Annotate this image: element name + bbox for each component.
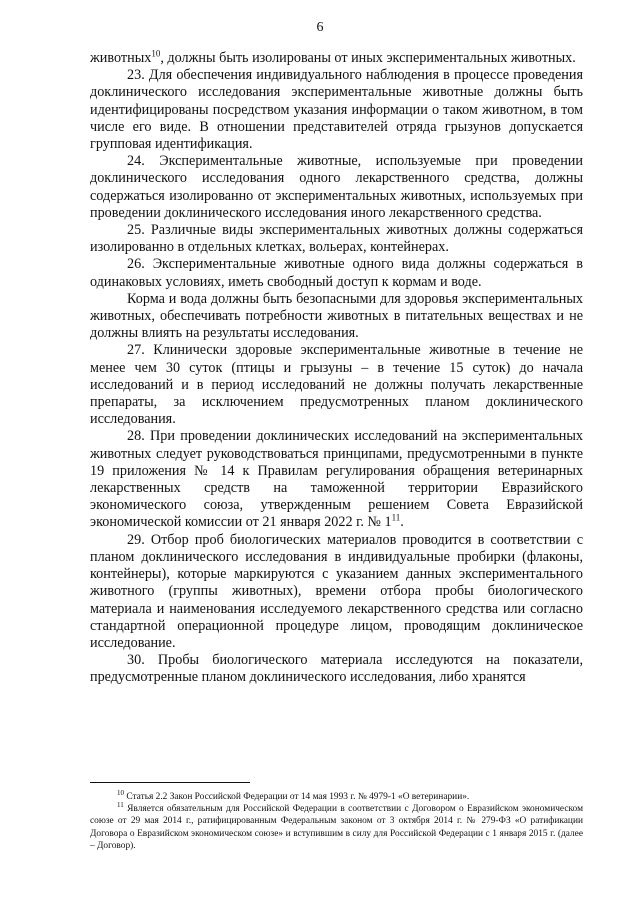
footnote-marker: 11	[117, 801, 124, 810]
paragraph-p23	[90, 67, 583, 153]
text-run: 25. Различные виды экспериментальных животных должны содержаться изолированно в отдельных клетках, вольерах, контейнерах.	[90, 222, 583, 256]
paragraph-p24	[90, 153, 583, 222]
text-run: 24. Экспериментальные животные, используемые при проведении доклинического исследования одного лекарственного средства, должны содержаться изолированно от экспериментальных животных, используемых при проведении доклинического исследования иного лекарственного средства.	[90, 153, 583, 221]
paragraph-p30	[90, 652, 583, 686]
text-run: 26. Экспериментальные животные одного вида должны содержаться в одинаковых условиях, иметь свободный доступ к кормам и воде.	[90, 256, 583, 290]
text-run: 28. При проведении доклинических исследований на экспериментальных животных следует руководствоваться принципами, предусмотренными в пункте 19 приложения № 14 к Правилам регулирования обращения ветеринарных лекарственных средств на таможенной территории Евразийского экономического союза, утвержденным решением Совета Евразийской экономической комиссии от 21 января 2022 г. № 1	[90, 428, 583, 531]
footnote-divider	[90, 782, 250, 783]
paragraph-p27	[90, 342, 583, 428]
paragraph-p25	[90, 222, 583, 256]
text-run: , должны быть изолированы от иных экспериментальных животных.	[160, 50, 576, 66]
paragraph-p28	[90, 428, 583, 531]
paragraph-p0	[90, 50, 583, 67]
text-run: Является обязательным для Российской Федерации в соответствии с Договором о Евразийском экономическом союзе от 29 мая 2014 г., ратифицированным Федеральным законом от 3 октября 2014 г. № 279-ФЗ «О ратификации Договора о Евразийском экономическом союзе» и вступившим в силу для Российской Федерации с 1 января 2015 г. (далее – Договор).	[90, 804, 583, 851]
paragraph-p26	[90, 256, 583, 290]
text-run: .	[400, 514, 404, 531]
text-run: 30. Пробы биологического материала исследуются на показатели, предусмотренные планом доклинического исследования, либо хранятся	[90, 652, 583, 686]
text-run: 27. Клинически здоровые экспериментальные животные в течение не менее чем 30 суток (птицы и грызуны – в течение 15 суток) до начала исследований и в период исследований не должны получать лекарственные препараты, за исключением предусмотренных планом доклинического исследования.	[90, 342, 583, 428]
text-run: животных	[90, 50, 152, 66]
footnote-fn11	[90, 803, 583, 852]
text-run: Корма и вода должны быть безопасными для здоровья экспериментальных животных, обеспечивать потребности животных в питательных веществах и не должны влиять на результаты исследования.	[90, 290, 583, 342]
paragraph-p29	[90, 532, 583, 652]
footnotes	[90, 788, 583, 852]
footnote-marker: 10	[151, 48, 161, 59]
text-run: 29. Отбор проб биологических материалов проводится в соответствии с планом доклинического исследования в индивидуальные пробирки (флаконы, контейнеры), которые маркируются с указанием данных экспериментального животного (группы животных), времени отбора пробы биологического материала и наименования исследуемого лекарственного средства или согласно стандартной операционной процедуре лицом, проводящим доклиническое исследование.	[90, 531, 583, 651]
footnote-marker: 11	[391, 512, 401, 523]
text-run: 23. Для обеспечения индивидуального наблюдения в процессе проведения доклинического исследования экспериментальные животные должны быть идентифицированы посредством указания информации о таком животном, в том числе его виде. В отношении представителей отряда грызунов допускается групповая идентификация.	[90, 67, 583, 153]
footnote-marker: 10	[117, 788, 124, 797]
page-number: 6	[316, 20, 324, 35]
paragraph-p26b	[90, 291, 583, 343]
text-run: Статья 2.2 Закон Российской Федерации от 14 мая 1993 г. № 4979-1 «О ветеринарии».	[124, 792, 470, 802]
document-body	[90, 50, 583, 687]
footnote-fn10	[90, 788, 583, 803]
